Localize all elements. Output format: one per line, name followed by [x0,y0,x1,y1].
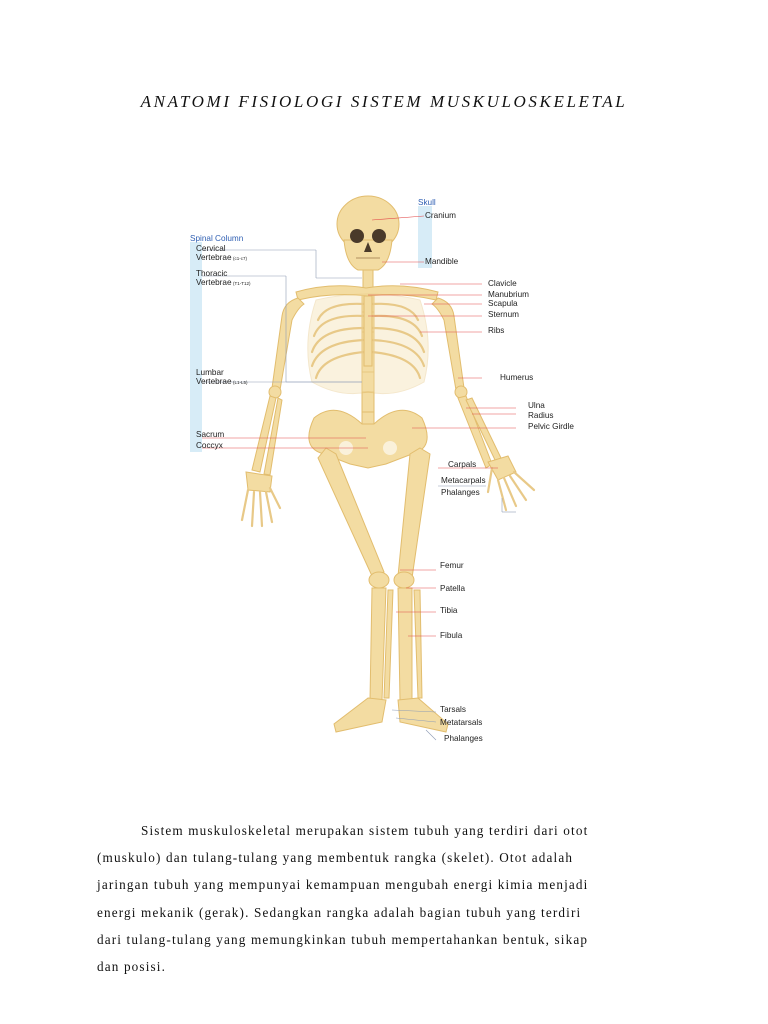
paragraph-line: dan posisi. [97,959,167,975]
paragraph-line: (muskulo) dan tulang-tulang yang membentuk rangka (skelet). Otot adalah [97,850,574,866]
label-lumbar-1: Lumbar [196,368,224,377]
label-ulna: Ulna [528,401,545,410]
label-patella: Patella [440,584,466,593]
label-metatarsals: Metatarsals [440,718,483,727]
skeleton-svg [186,192,586,752]
label-radius: Radius [528,411,554,420]
document-title: ANATOMI FISIOLOGI SISTEM MUSKULOSKELETAL [140,92,628,111]
legs [318,448,430,700]
label-sternum: Sternum [488,310,519,319]
label-sacrum: Sacrum [196,430,225,439]
label-metacarpals: Metacarpals [441,476,486,485]
paragraph-line: energi mekanik (gerak). Sedangkan rangka adalah bagian tubuh yang terdiri [97,904,582,920]
label-coccyx: Coccyx [196,441,223,450]
rib-cage [308,294,428,394]
label-cervical-2: Vertebrae [196,253,232,262]
body-paragraph [97,817,671,980]
label-thoracic-1: Thoracic [196,269,228,278]
label-tibia: Tibia [440,606,458,615]
label-lumbar-sub: (L1-L5) [233,380,248,385]
label-manubrium: Manubrium [488,290,529,299]
paragraph-line: jaringan tubuh yang mempunyai kemampuan mengubah energi kimia menjadi [97,877,589,893]
label-carpals: Carpals [448,460,477,469]
label-cranium: Cranium [425,211,456,220]
label-tarsals: Tarsals [440,705,466,714]
skeleton-diagram [186,192,586,752]
paragraph-line: dari tulang-tulang yang memungkinkan tubuh mempertahankan bentuk, sikap [97,931,589,947]
label-thoracic-sub: (T1-T12) [233,281,251,286]
label-skull-group: Skull [418,198,436,207]
label-femur: Femur [440,561,464,570]
label-phalanges-hand: Phalanges [441,488,480,497]
label-cervical-1: Cervical [196,244,226,253]
label-lumbar-2: Vertebrae [196,377,232,386]
label-ribs: Ribs [488,326,505,335]
label-clavicle: Clavicle [488,279,517,288]
label-pelvic-girdle: Pelvic Girdle [528,422,574,431]
label-thoracic-2: Vertebrae [196,278,232,287]
label-humerus: Humerus [500,373,534,382]
skull [337,196,399,270]
label-scapula: Scapula [488,299,518,308]
label-cervical-sub: (c1-c7) [233,256,248,261]
label-phalanges-foot: Phalanges [444,734,483,743]
label-fibula: Fibula [440,631,463,640]
feet [334,698,448,732]
hands [242,456,534,526]
label-spinal-group: Spinal Column [190,234,244,243]
paragraph-line: Sistem muskuloskeletal merupakan sistem tubuh yang terdiri dari otot [141,823,589,838]
label-mandible: Mandible [425,257,459,266]
